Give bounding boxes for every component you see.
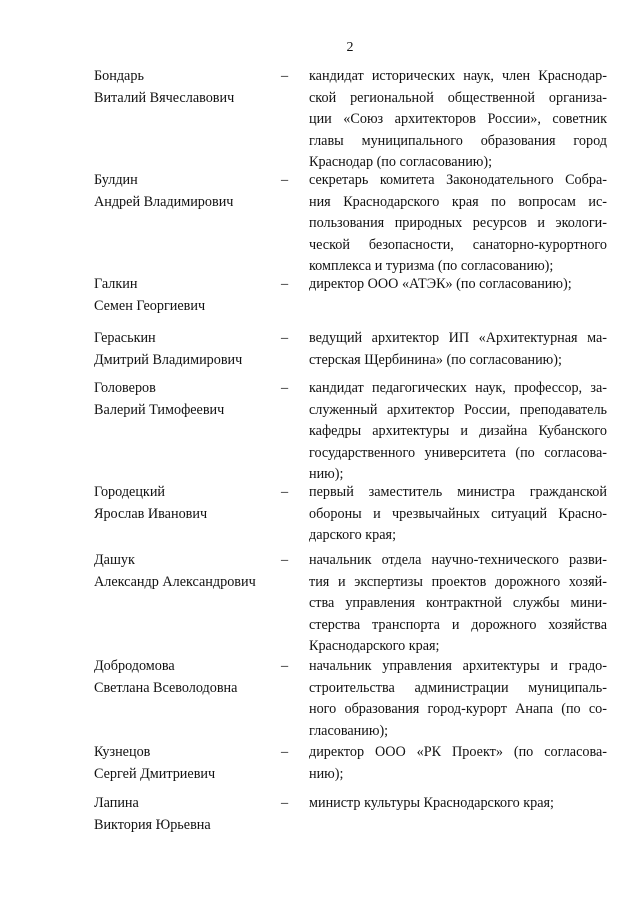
- position-line: стерская Щербинина» (по согласованию);: [309, 351, 562, 368]
- member-position: [309, 482, 607, 547]
- dash-separator: –: [281, 795, 289, 811]
- position-line: директор ООО «АТЭК» (по согласованию);: [309, 276, 572, 292]
- position-line: обороны и чрезвычайных ситуаций Красно-: [309, 505, 607, 522]
- position-line: стерства транспорта и дорожного хозяйства: [309, 616, 607, 633]
- member-given-names: Александр Александрович: [94, 573, 256, 590]
- dash-separator: –: [281, 744, 289, 760]
- position-line: ния Краснодарского края по вопросам ис-: [309, 193, 607, 210]
- position-line: нию);: [309, 466, 344, 482]
- position-line: государственного университета (по согласова-: [309, 444, 607, 461]
- member-position: [309, 170, 607, 278]
- position-line: кафедры архитектуры и дизайна Кубанского: [309, 423, 607, 439]
- member-given-names: Андрей Владимирович: [94, 193, 234, 210]
- member-position: [309, 793, 607, 815]
- member-name: [94, 482, 294, 525]
- member-surname: Бондарь: [94, 68, 144, 84]
- member-given-names: Семен Георгиевич: [94, 297, 206, 314]
- position-line: ской региональной общественной организа-: [309, 89, 607, 106]
- page-number: 2: [346, 40, 354, 55]
- position-line: дарского края;: [309, 527, 397, 543]
- member-surname: Булдин: [94, 172, 138, 188]
- position-line: ведущий архитектор ИП «Архитектурная ма-: [309, 330, 607, 346]
- position-line: Краснодар (по согласованию);: [309, 154, 493, 170]
- member-surname: Городецкий: [94, 484, 166, 500]
- position-line: первый заместитель министра гражданской: [309, 484, 607, 500]
- dash-separator: –: [281, 68, 289, 84]
- dash-separator: –: [281, 380, 289, 396]
- member-surname: Головеров: [94, 380, 156, 396]
- member-position: [309, 66, 607, 174]
- member-surname: Гераськин: [94, 330, 156, 346]
- position-line: нию);: [309, 765, 344, 782]
- member-given-names: Виталий Вячеславович: [94, 89, 235, 106]
- member-given-names: Валерий Тимофеевич: [94, 401, 225, 418]
- dash-separator: –: [281, 330, 289, 346]
- member-given-names: Виктория Юрьевна: [94, 816, 211, 833]
- member-position: [309, 656, 607, 742]
- member-name: [94, 170, 294, 213]
- position-line: кандидат педагогических наук, профессор, за-: [309, 380, 607, 396]
- position-line: кандидат исторических наук, член Краснодар-: [309, 68, 607, 84]
- member-position: [309, 742, 607, 785]
- member-position: [309, 328, 607, 371]
- member-position: [309, 550, 607, 658]
- member-name: [94, 66, 294, 109]
- member-name: [94, 274, 294, 317]
- member-name: [94, 378, 294, 421]
- position-line: ного образования город-курорт Анапа (по со-: [309, 701, 607, 717]
- member-surname: Добродомова: [94, 658, 175, 674]
- member-given-names: Дмитрий Владимирович: [94, 351, 243, 368]
- member-given-names: Сергей Дмитриевич: [94, 765, 216, 782]
- position-line: секретарь комитета Законодательного Собра-: [309, 172, 607, 188]
- position-line: служенный архитектор России, преподаватель: [309, 401, 607, 418]
- member-surname: Лапина: [94, 795, 139, 811]
- dash-separator: –: [281, 172, 289, 188]
- position-line: Краснодарского края;: [309, 638, 440, 654]
- position-line: директор ООО «РК Проект» (по согласова-: [309, 744, 607, 760]
- member-name: [94, 742, 294, 785]
- position-line: главы муниципального образования город: [309, 132, 607, 149]
- position-line: гласованию);: [309, 722, 389, 739]
- position-line: ческой безопасности, санаторно-курортного: [309, 236, 607, 253]
- position-line: начальник отдела научно-технического разви-: [309, 552, 607, 568]
- member-surname: Галкин: [94, 276, 138, 292]
- position-line: строительства администрации муниципаль-: [309, 679, 607, 696]
- dash-separator: –: [281, 276, 289, 292]
- position-line: пользования природных ресурсов и экологи-: [309, 215, 607, 231]
- member-position: [309, 378, 607, 486]
- member-name: [94, 328, 294, 371]
- member-name: [94, 550, 294, 593]
- position-line: ции «Союз архитекторов России», советник: [309, 111, 607, 127]
- dash-separator: –: [281, 658, 289, 674]
- member-given-names: Ярослав Иванович: [94, 505, 208, 522]
- dash-separator: –: [281, 552, 289, 568]
- position-line: ства управления контрактной службы мини-: [309, 595, 607, 611]
- member-name: [94, 656, 294, 699]
- position-line: тия и экспертизы проектов дорожного хозяй-: [309, 573, 607, 590]
- position-line: комплекса и туризма (по согласованию);: [309, 258, 554, 274]
- member-position: [309, 274, 607, 296]
- member-surname: Дашук: [94, 552, 135, 568]
- member-given-names: Светлана Всеволодовна: [94, 679, 238, 696]
- position-line: министр культуры Краснодарского края;: [309, 795, 554, 811]
- member-name: [94, 793, 294, 836]
- dash-separator: –: [281, 484, 289, 500]
- member-surname: Кузнецов: [94, 744, 151, 760]
- position-line: начальник управления архитектуры и градо-: [309, 658, 607, 674]
